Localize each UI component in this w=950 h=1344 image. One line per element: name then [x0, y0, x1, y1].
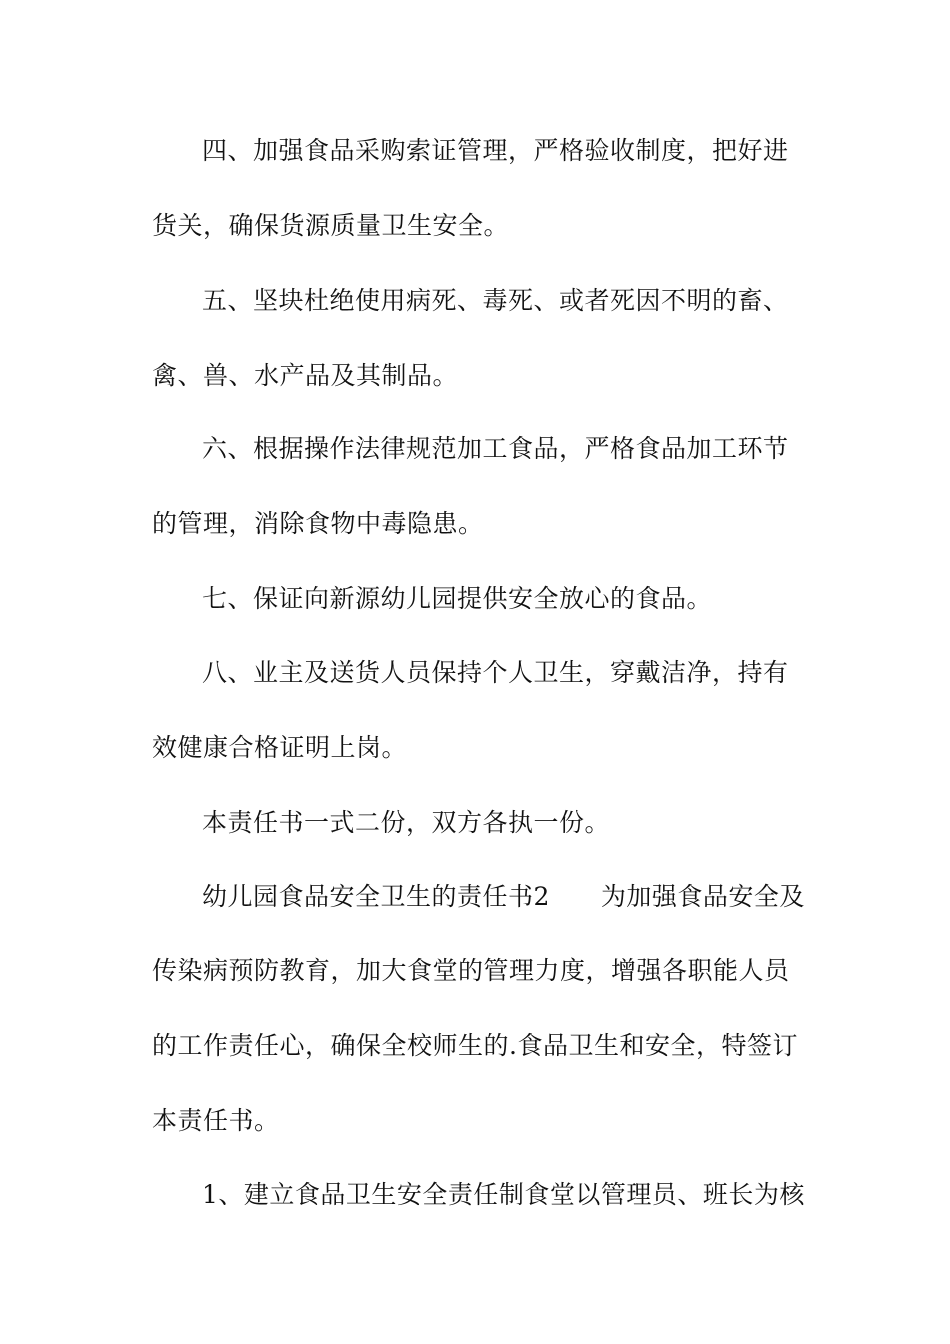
paragraph-6-line-2: 的管理，消除食物中毒隐患。 — [152, 509, 484, 538]
paragraph-6-line-1: 六、根据操作法律规范加工食品，严格食品加工环节 — [202, 434, 789, 463]
paragraph-4-line-2: 货关，确保货源质量卫生安全。 — [152, 211, 510, 240]
paragraph-5-line-1: 五、坚块杜绝使用病死、毒死、或者死因不明的畜、 — [202, 286, 789, 315]
paragraph-4-line-1: 四、加强食品采购索证管理，严格验收制度，把好进 — [202, 136, 789, 165]
closing-note: 本责任书一式二份，双方各执一份。 — [202, 808, 611, 837]
paragraph-7-line-1: 七、保证向新源幼儿园提供安全放心的食品。 — [202, 584, 713, 613]
paragraph-5-line-2: 禽、兽、水产品及其制品。 — [152, 361, 459, 390]
paragraph-8-line-1: 八、业主及送货人员保持个人卫生，穿戴洁净，持有 — [202, 658, 789, 687]
section-2-body-line-4: 本责任书。 — [152, 1106, 280, 1135]
section-2-body-line-3: 的工作责任心，确保全校师生的.食品卫生和安全，特签订 — [152, 1031, 798, 1060]
paragraph-8-line-2: 效健康合格证明上岗。 — [152, 733, 408, 762]
section-2-heading-line: 幼儿园食品安全卫生的责任书2 为加强食品安全及 — [202, 882, 805, 911]
section-2-body-line-2: 传染病预防教育，加大食堂的管理力度，增强各职能人员 — [152, 956, 790, 985]
item-1-line-1: 1、建立食品卫生安全责任制食堂以管理员、班长为核 — [202, 1180, 805, 1209]
